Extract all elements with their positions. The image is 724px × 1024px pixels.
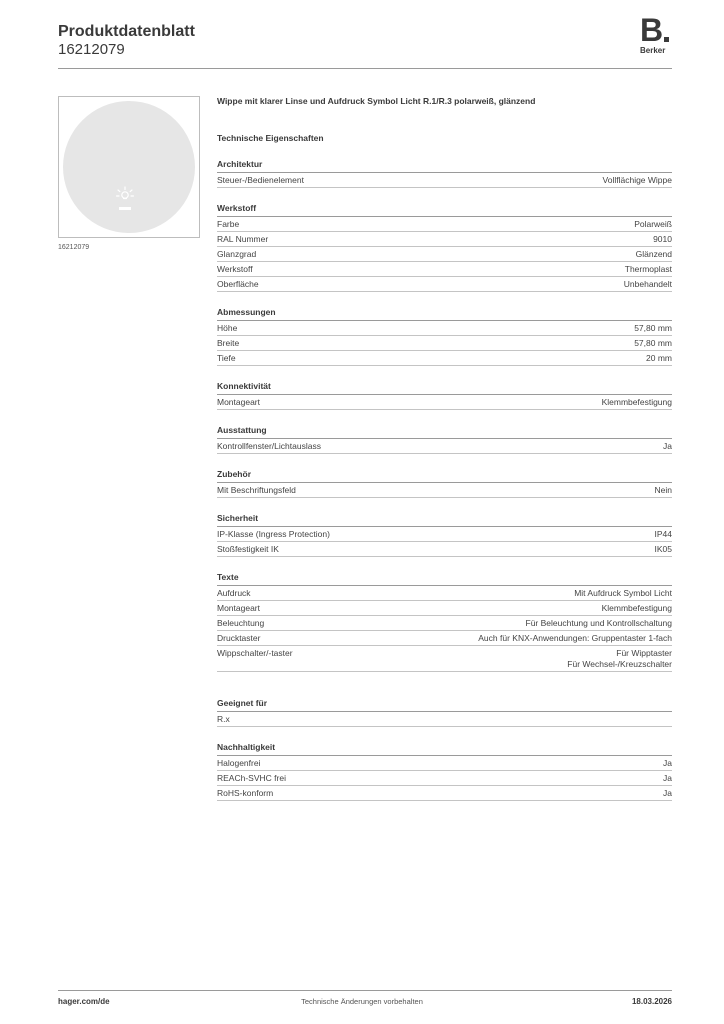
section-heading: Sicherheit	[217, 513, 672, 527]
property-row	[217, 542, 672, 557]
property-value: 20 mm	[646, 353, 672, 363]
property-value: Klemmbefestigung	[601, 397, 672, 407]
property-label: RAL Nummer	[217, 234, 269, 244]
property-value: Mit Aufdruck Symbol Licht	[574, 588, 672, 598]
section-abmessungen	[217, 307, 672, 366]
section-ausstattung	[217, 425, 672, 454]
property-label: Beleuchtung	[217, 618, 265, 628]
property-row	[217, 527, 672, 542]
property-value: Auch für KNX-Anwendungen: Gruppentaster 1-fach	[478, 633, 672, 643]
properties-sections	[217, 159, 672, 801]
property-label: Drucktaster	[217, 633, 261, 643]
property-value: Polarweiß	[634, 219, 672, 229]
properties-title: Technische Eigenschaften	[217, 133, 324, 143]
property-row	[217, 321, 672, 336]
section-sicherheit	[217, 513, 672, 557]
property-value: Glänzend	[635, 249, 672, 259]
property-label: Stoßfestigkeit IK	[217, 544, 279, 554]
property-value: Nein	[654, 485, 672, 495]
property-label: REACh-SVHC frei	[217, 773, 286, 783]
property-value: Für Wipptaster Für Wechsel-/Kreuzschalter	[567, 648, 672, 669]
property-label: RoHS-konform	[217, 788, 274, 798]
image-caption: 16212079	[58, 244, 90, 251]
section-konnektivität	[217, 381, 672, 410]
property-row	[217, 277, 672, 292]
footer-date: 18.03.2026	[631, 997, 672, 1006]
product-title: Wippe mit klarer Linse und Aufdruck Symbol Licht R.1/R.3 polarweiß, glänzend	[217, 96, 536, 106]
property-value: Ja	[663, 773, 672, 783]
property-row	[217, 483, 672, 498]
property-row	[217, 646, 672, 672]
property-value: 57,80 mm	[634, 323, 672, 333]
section-werkstoff	[217, 203, 672, 292]
property-label: Höhe	[217, 323, 238, 333]
property-row	[217, 586, 672, 601]
property-row	[217, 712, 672, 727]
property-value: 9010	[653, 234, 672, 244]
property-value: 57,80 mm	[634, 338, 672, 348]
property-label: Oberfläche	[217, 279, 259, 289]
document-header	[58, 22, 195, 59]
product-number: 16212079	[58, 41, 125, 58]
footer-website: hager.com/de	[58, 997, 110, 1006]
section-heading: Architektur	[217, 159, 672, 173]
property-row	[217, 395, 672, 410]
section-heading: Texte	[217, 572, 672, 586]
property-value: Ja	[663, 441, 672, 451]
document-title: Produktdatenblatt	[58, 23, 195, 40]
property-row	[217, 262, 672, 277]
product-image	[58, 96, 200, 238]
property-value: IP44	[654, 529, 672, 539]
section-heading: Geeignet für	[217, 698, 672, 712]
rocker-switch-visual	[63, 101, 195, 233]
property-label: Montageart	[217, 397, 260, 407]
footer-disclaimer: Technische Änderungen vorbehalten	[301, 997, 423, 1006]
section-heading: Ausstattung	[217, 425, 672, 439]
light-bulb-symbol-icon	[114, 185, 136, 213]
property-value: Ja	[663, 788, 672, 798]
property-value: IK05	[654, 544, 672, 554]
property-label: Montageart	[217, 603, 260, 613]
property-row	[217, 616, 672, 631]
section-heading: Zubehör	[217, 469, 672, 483]
product-content	[217, 95, 672, 801]
property-label: Breite	[217, 338, 240, 348]
property-label: Kontrollfenster/Lichtauslass	[217, 441, 321, 451]
logo-name: Berker	[640, 46, 666, 55]
property-label: IP-Klasse (Ingress Protection)	[217, 529, 330, 539]
section-heading: Abmessungen	[217, 307, 672, 321]
property-value: Ja	[663, 758, 672, 768]
property-label: Aufdruck	[217, 588, 251, 598]
property-label: Wippschalter/-taster	[217, 648, 293, 658]
property-value: Unbehandelt	[623, 279, 672, 289]
property-label: Werkstoff	[217, 264, 253, 274]
property-row	[217, 217, 672, 232]
property-label: Steuer-/Bedienelement	[217, 175, 304, 185]
property-row	[217, 247, 672, 262]
property-row	[217, 173, 672, 188]
berker-logo	[638, 12, 674, 55]
section-texte	[217, 572, 672, 672]
property-value: Für Beleuchtung und Kontrollschaltung	[525, 618, 672, 628]
property-row	[217, 601, 672, 616]
property-label: Glanzgrad	[217, 249, 257, 259]
section-heading: Nachhaltigkeit	[217, 742, 672, 756]
property-label: Tiefe	[217, 353, 236, 363]
footer-divider	[58, 990, 672, 991]
section-nachhaltigkeit	[217, 742, 672, 801]
property-row	[217, 439, 672, 454]
section-geeignet-für	[217, 698, 672, 727]
property-row	[217, 756, 672, 771]
property-row	[217, 771, 672, 786]
property-row	[217, 786, 672, 801]
property-label: Mit Beschriftungsfeld	[217, 485, 296, 495]
logo-mark: B	[640, 12, 664, 48]
property-label: R.x	[217, 714, 230, 724]
section-heading: Werkstoff	[217, 203, 672, 217]
property-label: Halogenfrei	[217, 758, 261, 768]
property-value: Klemmbefestigung	[601, 603, 672, 613]
section-zubehör	[217, 469, 672, 498]
property-row	[217, 351, 672, 366]
header-divider	[58, 68, 672, 69]
section-architektur	[217, 159, 672, 188]
property-row	[217, 232, 672, 247]
property-row	[217, 336, 672, 351]
section-heading: Konnektivität	[217, 381, 672, 395]
property-value: Vollflächige Wippe	[602, 175, 672, 185]
property-label: Farbe	[217, 219, 240, 229]
property-row	[217, 631, 672, 646]
property-value: Thermoplast	[624, 264, 672, 274]
